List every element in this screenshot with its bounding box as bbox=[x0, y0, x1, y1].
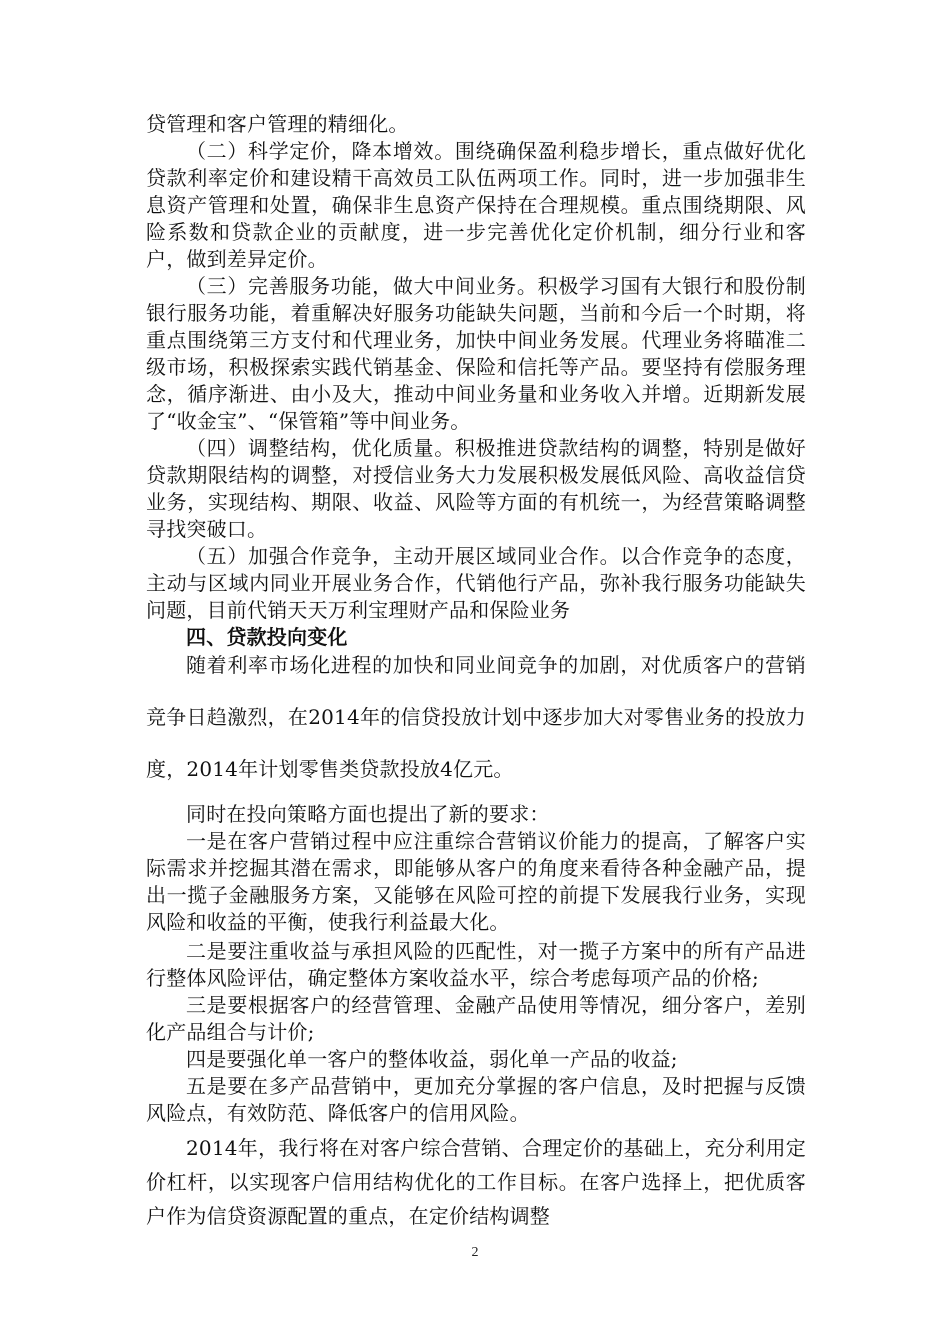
paragraph-point-four: 四是要强化单一客户的整体收益，弱化单一产品的收益; bbox=[186, 1047, 678, 1071]
paragraph-services: （三）完善服务功能，做大中间业务。积极学习国有大银行和股份制银行服务功能，着重解决好服务功能缺失问题，当前和今后一个时期，将重点围绕第三方支付和代理业务，加快中间业务发展。代理业务将瞄准二级市场，积极探索实践代销基金、保险和信托等产品。要坚持有偿服务理念，循序渐进、由小及大，推动中间业务量和业务收入并增。近期新发展了“收金宝”、“保管箱”等中间业务。 bbox=[146, 274, 806, 433]
paragraph-point-two: 二是要注重收益与承担风险的匹配性，对一揽子方案中的所有产品进行整体风险评估，确定整体方案收益水平，综合考虑每项产品的价格; bbox=[146, 939, 806, 990]
section-heading: 四、贷款投向变化 bbox=[186, 625, 348, 649]
paragraph-point-three: 三是要根据客户的经营管理、金融产品使用等情况，细分客户，差别化产品组合与计价; bbox=[146, 993, 806, 1044]
paragraph-structure: （四）调整结构，优化质量。积极推进贷款结构的调整，特别是做好贷款期限结构的调整，对授信业务大力发展积极发展低风险、高收益信贷业务，实现结构、期限、收益、风险等方面的有机统一，为经营策略调整寻找突破口。 bbox=[146, 436, 806, 541]
document-body bbox=[146, 111, 806, 1233]
paragraph-pricing: （二）科学定价，降本增效。围绕确保盈利稳步增长，重点做好优化贷款利率定价和建设精干高效员工队伍两项工作。同时，进一步加强非生息资产管理和处置，确保非生息资产保持在合理规模。重点围绕期限、风险系数和贷款企业的贡献度，进一步完善优化定价机制，细分行业和客户，做到差异定价。 bbox=[146, 139, 806, 271]
paragraph-lending-intro: 随着利率市场化进程的加快和同业间竞争的加剧，对优质客户的营销竞争日趋激烈，在2014年的信贷投放计划中逐步加大对零售业务的投放力度，2014年计划零售类贷款投放4亿元。 bbox=[146, 653, 806, 781]
paragraph-cooperation: （五）加强合作竞争，主动开展区域同业合作。以合作竞争的态度，主动与区域内同业开展业务合作，代销他行产品，弥补我行服务功能缺失问题，目前代销天天万利宝理财产品和保险业务 bbox=[146, 544, 806, 622]
paragraph-point-five: 五是要在多产品营销中，更加充分掌握的客户信息，及时把握与反馈风险点，有效防范、降低客户的信用风险。 bbox=[146, 1074, 806, 1125]
page-number: 2 bbox=[471, 1245, 479, 1260]
paragraph-point-one: 一是在客户营销过程中应注重综合营销议价能力的提高，了解客户实际需求并挖掘其潜在需求，即能够从客户的角度来看待各种金融产品，提出一揽子金融服务方案，又能够在风险可控的前提下发展我行业务，实现风险和收益的平衡，使我行利益最大化。 bbox=[146, 829, 806, 934]
paragraph-plan-2014: 2014年，我行将在对客户综合营销、合理定价的基础上，充分利用定价杠杆，以实现客户信用结构优化的工作目标。在客户选择上，把优质客户作为信贷资源配置的重点，在定价结构调整 bbox=[146, 1136, 806, 1228]
paragraph-continuation: 贷管理和客户管理的精细化。 bbox=[146, 112, 409, 136]
paragraph-strategy-intro: 同时在投向策略方面也提出了新的要求： bbox=[186, 802, 550, 826]
